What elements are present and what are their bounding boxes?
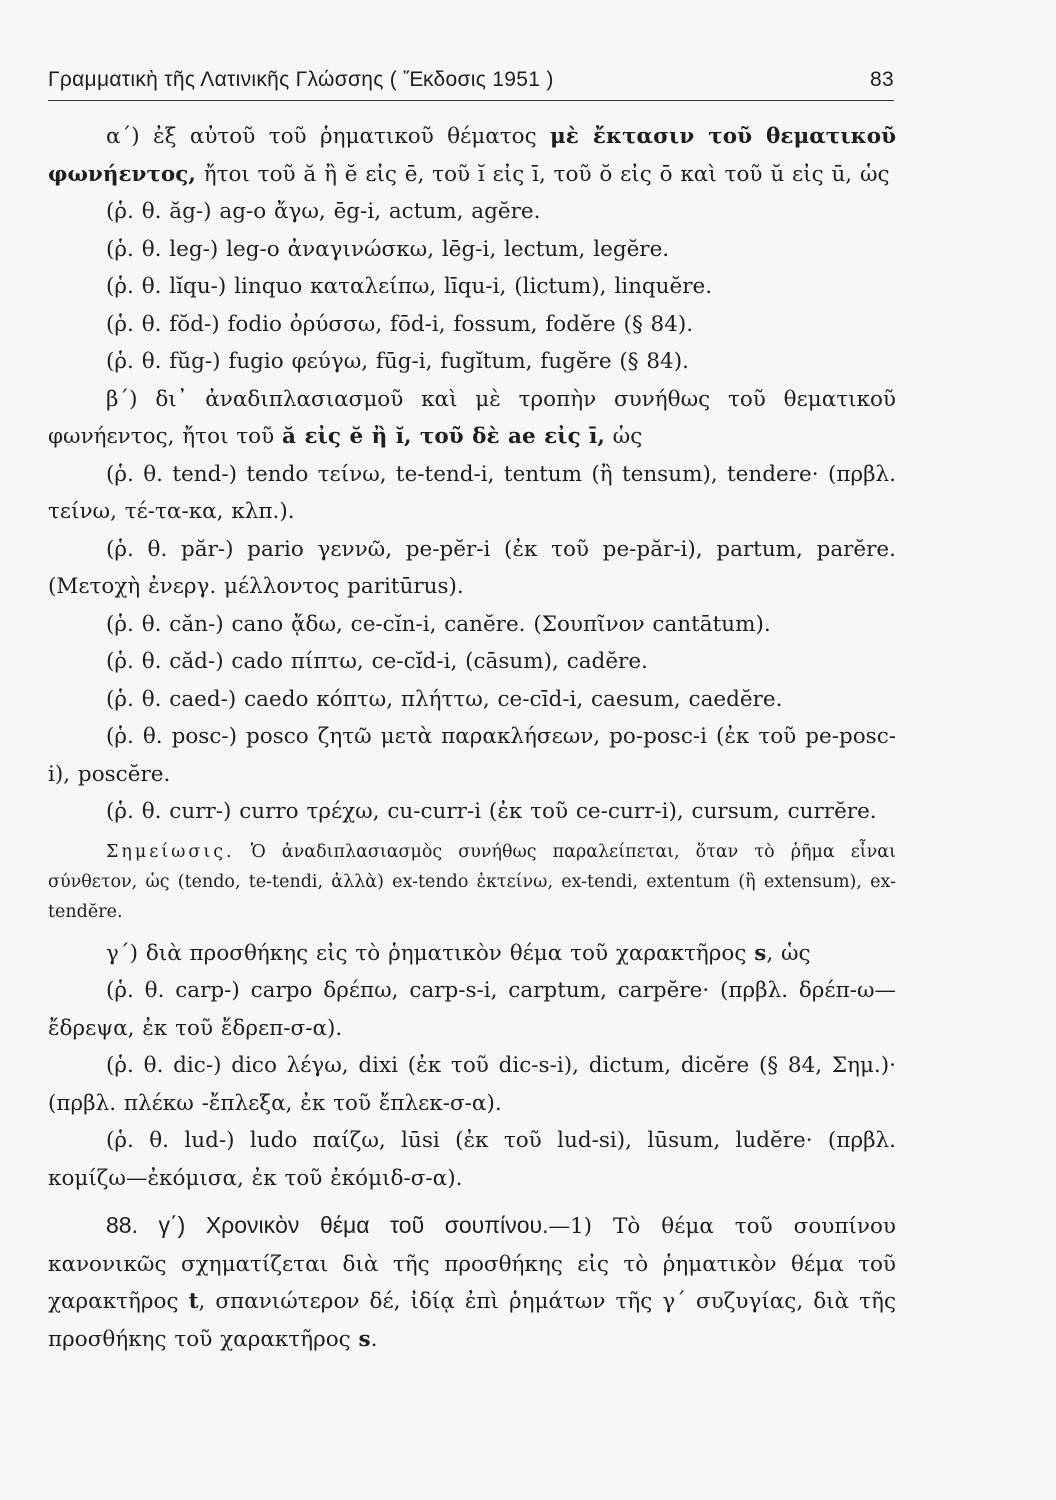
emphasis: s [754,940,767,966]
example-line: (ῥ. θ. tend-) tendo τείνω, te-tend-i, tentum (ἢ tensum), tendere· (πρβλ. τείνω, τέ-τα-κα, κλπ.). [48,461,896,524]
example-line: (ῥ. θ. curr-) curro τρέχω, cu-curr-i (ἐκ τοῦ ce-curr-i), cursum, currĕre. [106,799,877,824]
example-line: (ῥ. θ. lud-) ludo παίζω, lūsi (ἐκ τοῦ lud-si), lūsum, ludĕre· (πρβλ. κομίζω—ἐκόμισα, ἐκ τοῦ ἐκόμιδ-σ-α). [48,1128,896,1191]
example-line: (ῥ. θ. fŭg-) fugio φεύγω, fūg-i, fugĭtum, fugĕre (§ 84). [106,349,689,374]
paragraph-c-intro: γ΄) διὰ προσθήκης εἰς τὸ ῥηματικὸν θέμα τοῦ χαρακτῆρος s, ὡς [106,940,811,966]
running-title: Γραμματικὴ τῆς Λατινικῆς Γλώσσης ( Ἔκδοσις 1951 ) [48,68,554,91]
section-88: 88. γ΄) Χρονικὸν θέμα τοῦ σουπίνου.—1) Τὸ θέμα τοῦ σουπίνου κανονικῶς σχηματίζεται διὰ τῆς προσθήκης εἰς τὸ ῥηματικὸν θέμα τοῦ χαρακτῆρος t, σπανιώτερον δέ, ἰδίᾳ ἐπὶ ῥημάτων τῆς γ΄ συζυγίας, διὰ τῆς προσθήκης τοῦ χαρακτῆρος s. [48,1212,896,1352]
section-heading: 88. γ΄) Χρονικὸν θέμα τοῦ σουπίνου. [106,1212,549,1238]
paragraph-a-intro: α΄) ἐξ αὐτοῦ τοῦ ῥηματικοῦ θέματος μὲ ἔκτασιν τοῦ θεματικοῦ φωνήεντος, ἤτοι τοῦ ă ἢ ĕ εἰς ē, τοῦ ĭ εἰς ī, τοῦ ŏ εἰς ō καὶ τοῦ ŭ εἰς ū, ὡς [48,124,896,187]
example-line: (ῥ. θ. carp-) carpo δρέπω, carp-s-i, carptum, carpĕre· (πρβλ. δρέπ-ω—ἔδρεψα, ἐκ τοῦ ἔδρεπ-σ-α). [48,978,896,1041]
note-text: Ὁ ἀναδιπλασιασμὸς συνήθως παραλείπεται, ὅταν τὸ ῥῆμα εἶναι σύνθετον, ὡς (tendo, te-tendi, ἀλλὰ) ex-tendo ἐκτείνω, ex-tendi, extentum (ἢ extensum), ex-tendĕre. [48,841,896,922]
example-line: (ῥ. θ. posc-) posco ζητῶ μετὰ παρακλήσεων, po-posc-i (ἐκ τοῦ pe-posc-i), poscĕre. [48,724,896,787]
example-line: (ῥ. θ. leg-) leg-o ἀναγινώσκω, lēg-i, lectum, legĕre. [106,236,670,262]
emphasis: ă εἰς ĕ ἢ ĭ, τοῦ δὲ ae εἰς ī, [282,424,605,449]
note-label: Σημείωσις. [106,841,235,862]
page-number: 83 [870,68,894,91]
example-line: (ῥ. θ. lĭqu-) linquo καταλείπω, līqu-i, (lictum), linquĕre. [106,274,713,299]
example-line: (ῥ. θ. caed-) caedo κόπτω, πλήττω, ce-cīd-i, caesum, caedĕre. [106,686,783,712]
emphasis: μὲ ἔκτασιν τοῦ θεματικοῦ φωνήεντος, [48,124,896,187]
paragraph-b-intro: β΄) δι᾽ ἀναδιπλασιασμοῦ καὶ μὲ τροπὴν συνήθως τοῦ θεματικοῦ φωνήεντος, ἤτοι τοῦ ă εἰς ĕ ἢ ĭ, τοῦ δὲ ae εἰς ī, ὡς [48,386,896,449]
example-line: (ῥ. θ. ăg-) ag-o ἄγω, ēg-i, actum, agĕre. [106,199,541,224]
example-line: (ῥ. θ. păr-) pario γεννῶ, pe-pĕr-i (ἐκ τοῦ pe-păr-i), partum, parĕre. (Μετοχὴ ἐνεργ. μέλλοντος paritūrus). [48,536,896,599]
example-line: (ῥ. θ. căd-) cado πίπτω, ce-cĭd-i, (cāsum), cadĕre. [106,649,648,674]
example-line: (ῥ. θ. căn-) cano ᾄδω, ce-cĭn-i, canĕre. (Σουπῖνον cantātum). [106,611,771,637]
running-header [48,66,894,101]
note [48,837,896,927]
example-line: (ῥ. θ. dic-) dico λέγω, dixi (ἐκ τοῦ dic-s-i), dictum, dicĕre (§ 84, Σημ.)· (πρβλ. πλέκω -ἔπλεξα, ἐκ τοῦ ἔπλεκ-σ-α). [48,1053,896,1116]
example-line: (ῥ. θ. fŏd-) fodio ὀρύσσω, fōd-i, fossum, fodĕre (§ 84). [106,311,694,337]
page-body [48,118,896,1358]
